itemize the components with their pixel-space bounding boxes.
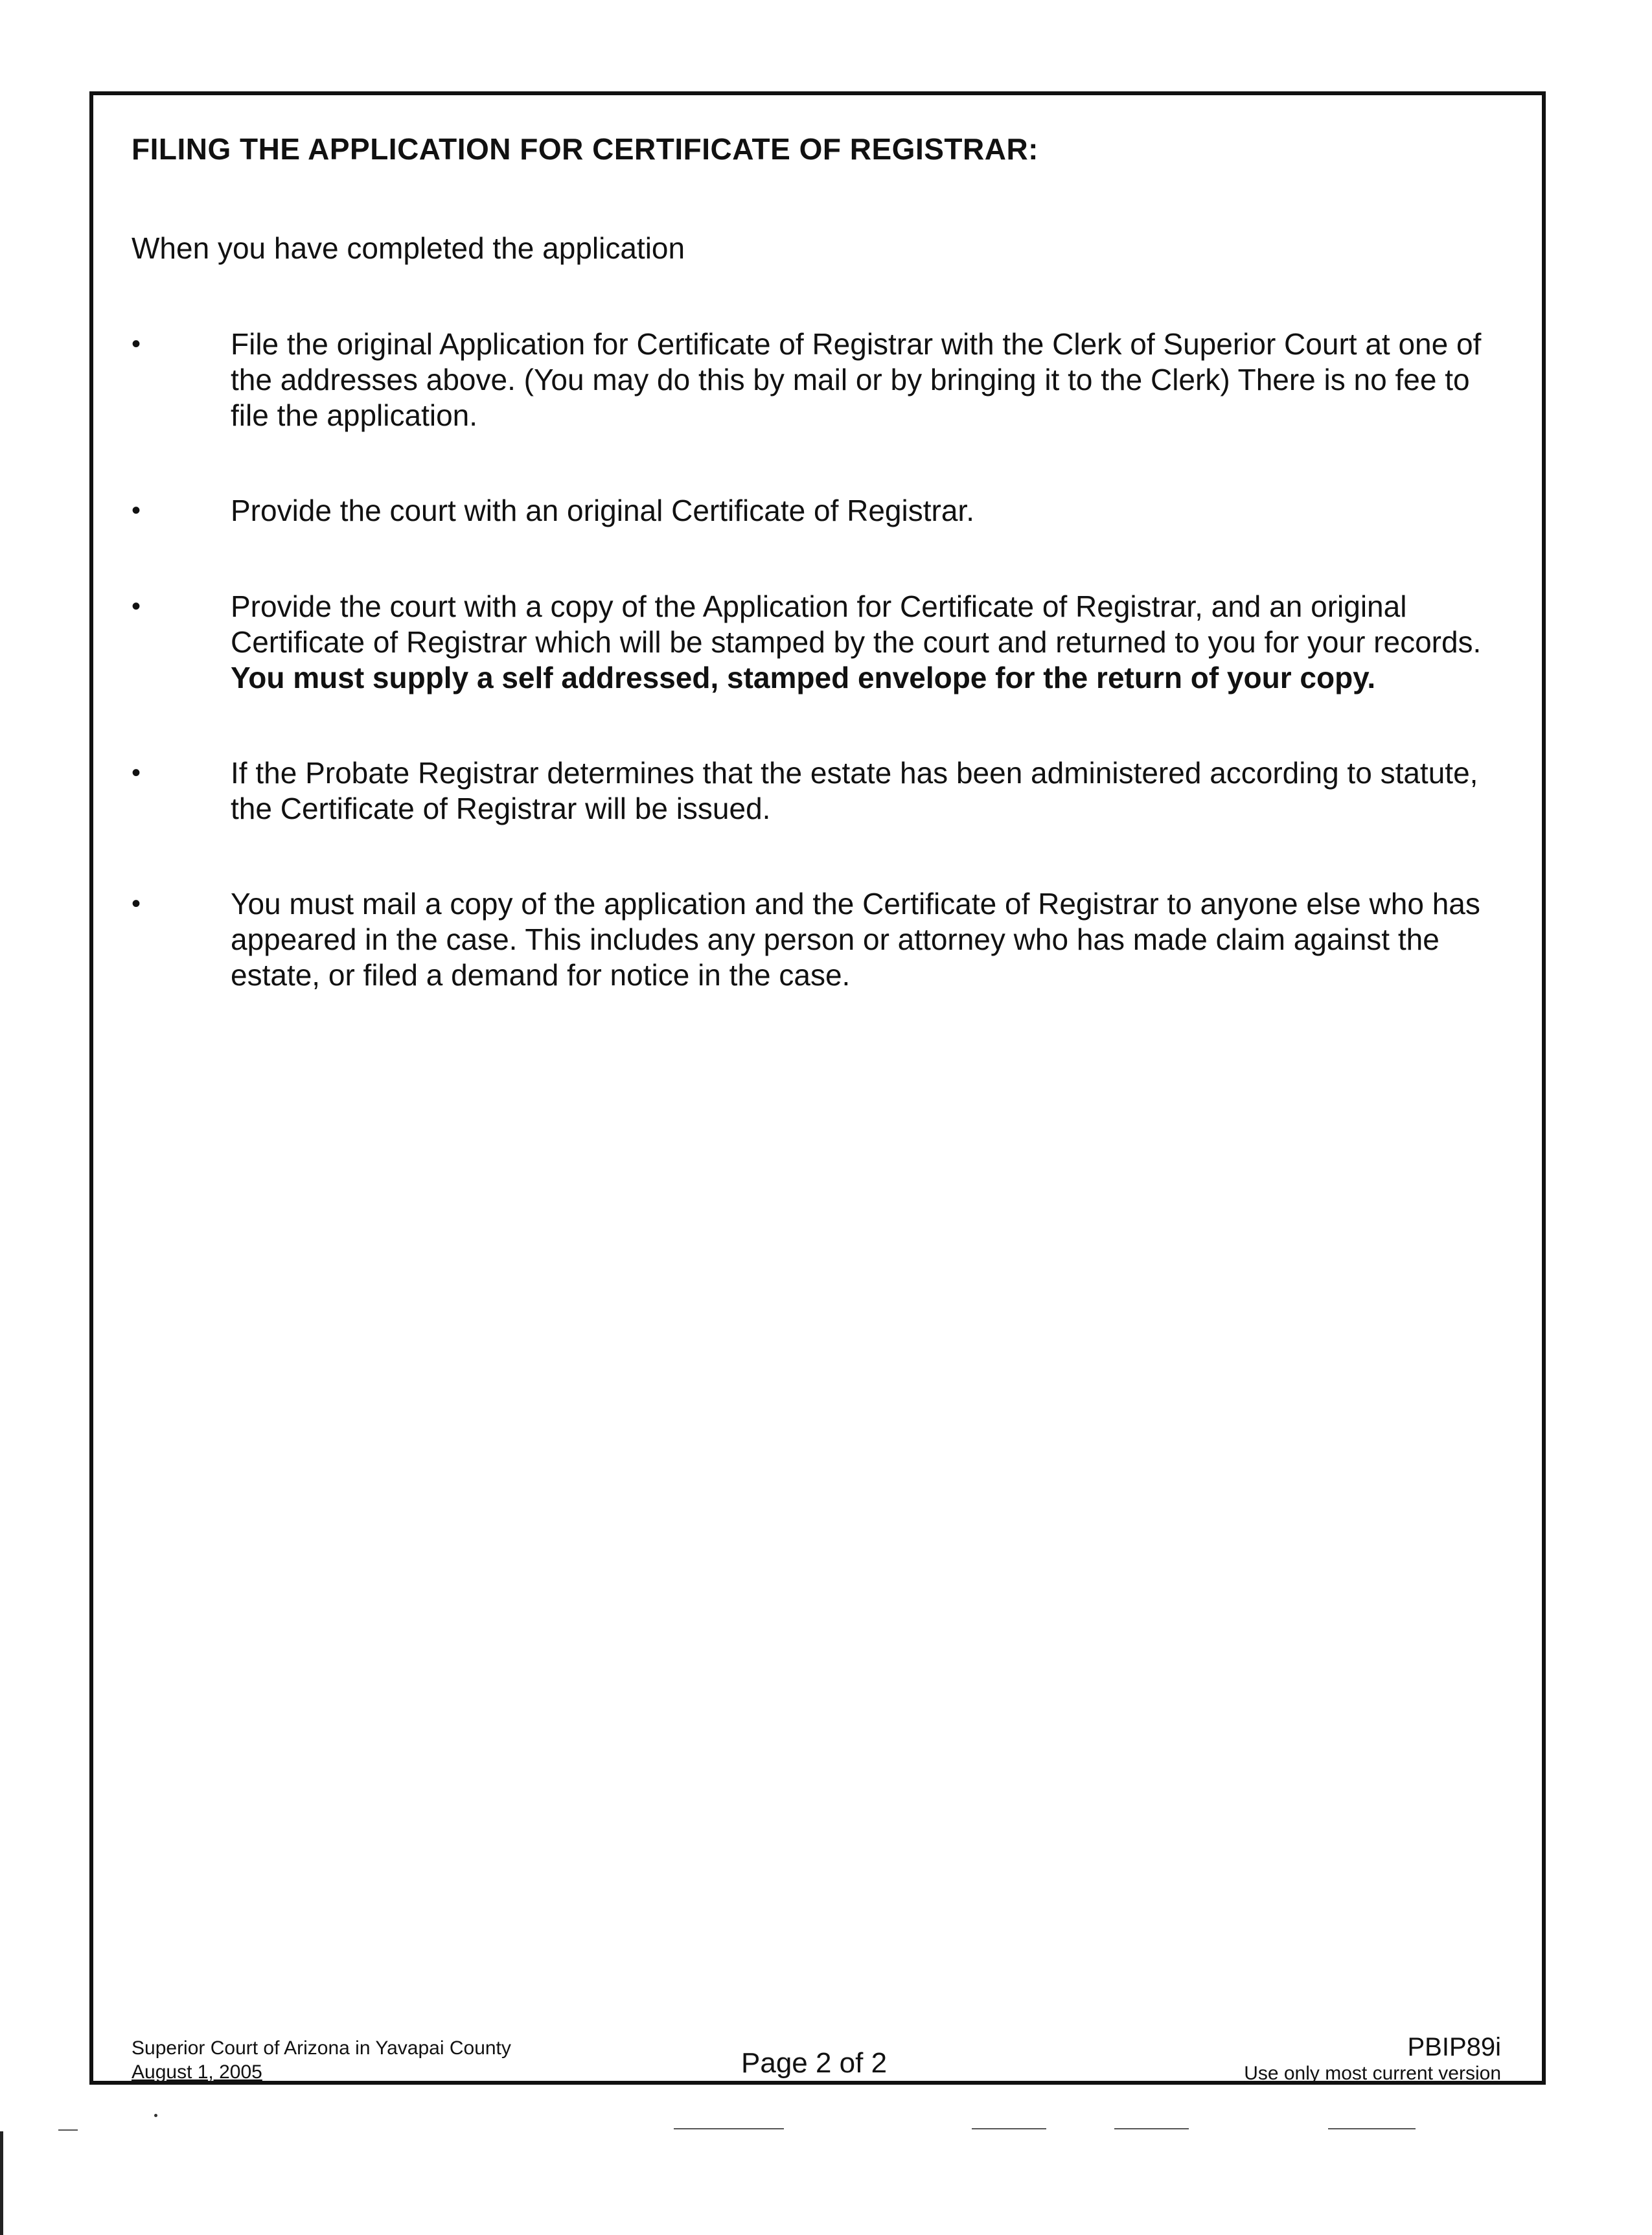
section-heading: FILING THE APPLICATION FOR CERTIFICATE OF REGISTRAR: xyxy=(132,132,1038,166)
list-item xyxy=(132,493,1511,529)
list-item-text: File the original Application for Certificate of Registrar with the Clerk of Superior Court at one of the addresses above. (You may do this by mail or by bringing it to the Clerk) There is no fee to file the application. xyxy=(231,327,1482,432)
footer-form-info xyxy=(1244,2033,1501,2086)
scan-artifact xyxy=(972,2128,1046,2129)
court-name: Superior Court of Arizona in Yavapai County xyxy=(132,2037,511,2059)
scan-artifact xyxy=(58,2129,78,2131)
bullet-icon: • xyxy=(132,330,141,358)
list-item xyxy=(132,755,1511,827)
scan-artifact xyxy=(1114,2128,1189,2129)
list-item-text: Provide the court with an original Certificate of Registrar. xyxy=(231,494,974,527)
list-item-text: You must mail a copy of the application and the Certificate of Registrar to anyone else who has appeared in the case. This includes any person or attorney who has made claim against the estate, or filed a demand for notice in the case. xyxy=(231,887,1480,992)
list-item xyxy=(132,886,1511,993)
bullet-icon: • xyxy=(132,889,141,918)
list-item xyxy=(132,589,1511,696)
scan-artifact xyxy=(0,2131,3,2235)
bullet-icon: • xyxy=(132,496,141,525)
intro-text: When you have completed the application xyxy=(132,231,685,265)
instruction-list xyxy=(132,327,1511,1053)
list-item xyxy=(132,327,1511,433)
footer-court-info xyxy=(132,2036,511,2084)
scan-artifact xyxy=(1328,2128,1416,2129)
scan-artifact xyxy=(674,2128,784,2129)
revision-date: August 1, 2005 xyxy=(132,2061,262,2083)
list-item-text: If the Probate Registrar determines that the estate has been administered according to statute, the Certificate of Registrar will be issued. xyxy=(231,756,1478,825)
bullet-icon: • xyxy=(132,759,141,787)
list-item-emphasis: You must supply a self addressed, stamped envelope for the return of your copy. xyxy=(231,661,1376,694)
page-number: Page 2 of 2 xyxy=(741,2047,888,2079)
list-item-text: Provide the court with a copy of the Application for Certificate of Registrar, and an original Certificate of Registrar which will be stamped by the court and returned to you for your records. xyxy=(231,590,1482,659)
version-note: Use only most current version xyxy=(1244,2063,1501,2084)
form-code: PBIP89i xyxy=(1407,2033,1501,2061)
bullet-icon: • xyxy=(132,592,141,621)
scan-artifact xyxy=(154,2114,157,2117)
